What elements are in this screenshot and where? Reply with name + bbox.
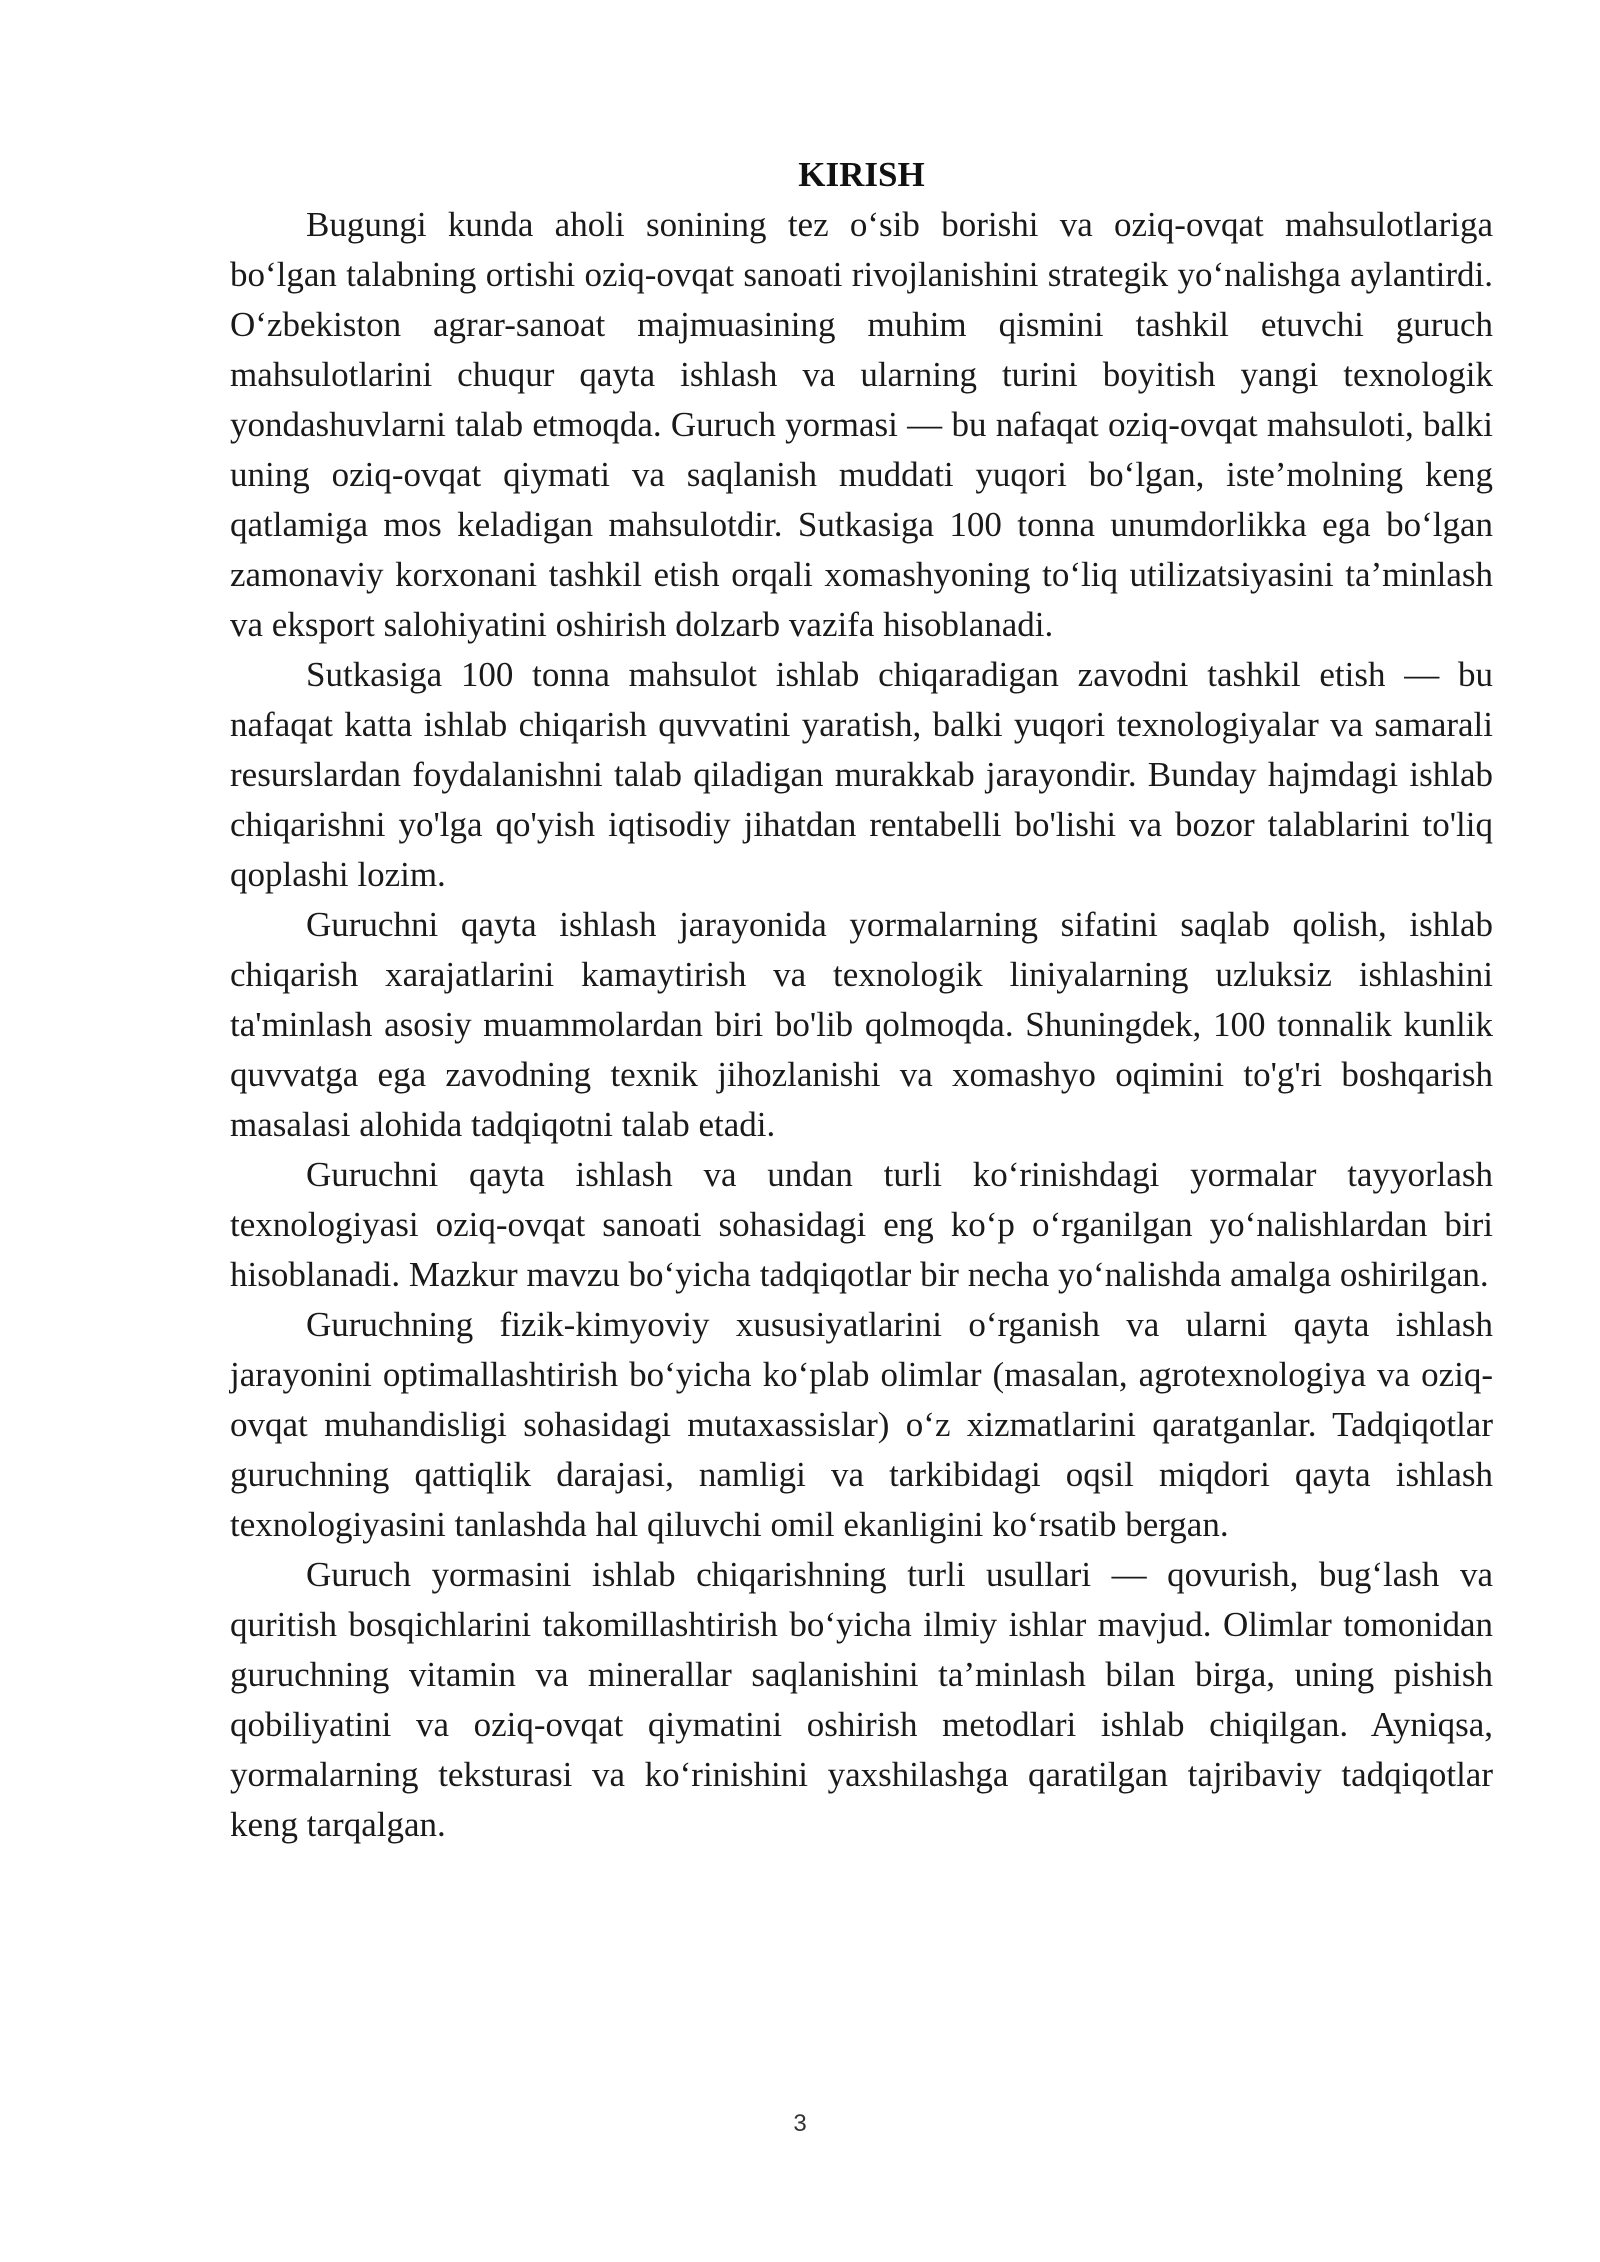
paragraph: Guruch yormasini ishlab chiqarishning turli usullari — qovurish, bug‘lash va quritish bosqichlarini takomillashtirish bo‘yicha ilmiy ishlar mavjud. Olimlar tomonidan guruchning vitamin va minerallar saqlanishini ta’minlash bilan birga, uning pishish qobiliyatini va oziq-ovqat qiymatini oshirish metodlari ishlab chiqilgan. Ayniqsa, yormalarning teksturasi va ko‘rinishini yaxshilashga qaratilgan tajribaviy tadqiqotlar keng tarqalgan. [230,1555,1493,1844]
paragraph: Guruchning fizik-kimyoviy xususiyatlarini o‘rganish va ularni qayta ishlash jarayonini optimallashtirish bo‘yicha ko‘plab olimlar (masalan, agrotexnologiya va oziq-ovqat muhandisligi sohasidagi mutaxassislar) o‘z xizmatlarini qaratganlar. Tadqiqotlar guruchning qattiqlik darajasi, namligi va tarkibidagi oqsil miqdori qayta ishlash texnologiyasini tanlashda hal qiluvchi omil ekanligini ko‘rsatib bergan. [230,1305,1493,1544]
page-number: 3 [793,2110,807,2137]
page-body [230,150,1493,1850]
paragraph: Bugungi kunda aholi sonining tez o‘sib borishi va oziq-ovqat mahsulotlariga bo‘lgan talabning ortishi oziq-ovqat sanoati rivojlanishini strategik yo‘nalishga aylantirdi. O‘zbekiston agrar-sanoat majmuasining muhim qismini tashkil etuvchi guruch mahsulotlarini chuqur qayta ishlash va ularning turini boyitish yangi texnologik yondashuvlarni talab etmoqda. Guruch yormasi — bu nafaqat oziq-ovqat mahsuloti, balki uning oziq-ovqat qiymati va saqlanish muddati yuqori bo‘lgan, iste’molning keng qatlamiga mos keladigan mahsulotdir. Sutkasiga 100 tonna unumdorlikka ega bo‘lgan zamonaviy korxonani tashkil etish orqali xomashyoning to‘liq utilizatsiyasini ta’minlash va eksport salohiyatini oshirish dolzarb vazifa hisoblanadi. [230,205,1493,644]
paragraph: Guruchni qayta ishlash jarayonida yormalarning sifatini saqlab qolish, ishlab chiqarish xarajatlarini kamaytirish va texnologik liniyalarning uzluksiz ishlashini ta'minlash asosiy muammolardan biri bo'lib qolmoqda. Shuningdek, 100 tonnalik kunlik quvvatga ega zavodning texnik jihozlanishi va xomashyo oqimini to'g'ri boshqarish masalasi alohida tadqiqotni talab etadi. [230,905,1493,1144]
paragraph: Guruchni qayta ishlash va undan turli ko‘rinishdagi yormalar tayyorlash texnologiyasi oziq-ovqat sanoati sohasidagi eng ko‘p o‘rganilgan yo‘nalishlardan biri hisoblanadi. Mazkur mavzu bo‘yicha tadqiqotlar bir necha yo‘nalishda amalga oshirilgan. [230,1155,1493,1294]
paragraph: Sutkasiga 100 tonna mahsulot ishlab chiqaradigan zavodni tashkil etish — bu nafaqat katta ishlab chiqarish quvvatini yaratish, balki yuqori texnologiyalar va samarali resurslardan foydalanishni talab qiladigan murakkab jarayondir. Bunday hajmdagi ishlab chiqarishni yo'lga qo'yish iqtisodiy jihatdan rentabelli bo'lishi va bozor talablarini to'liq qoplashi lozim. [230,655,1493,894]
section-title: KIRISH [798,155,925,194]
